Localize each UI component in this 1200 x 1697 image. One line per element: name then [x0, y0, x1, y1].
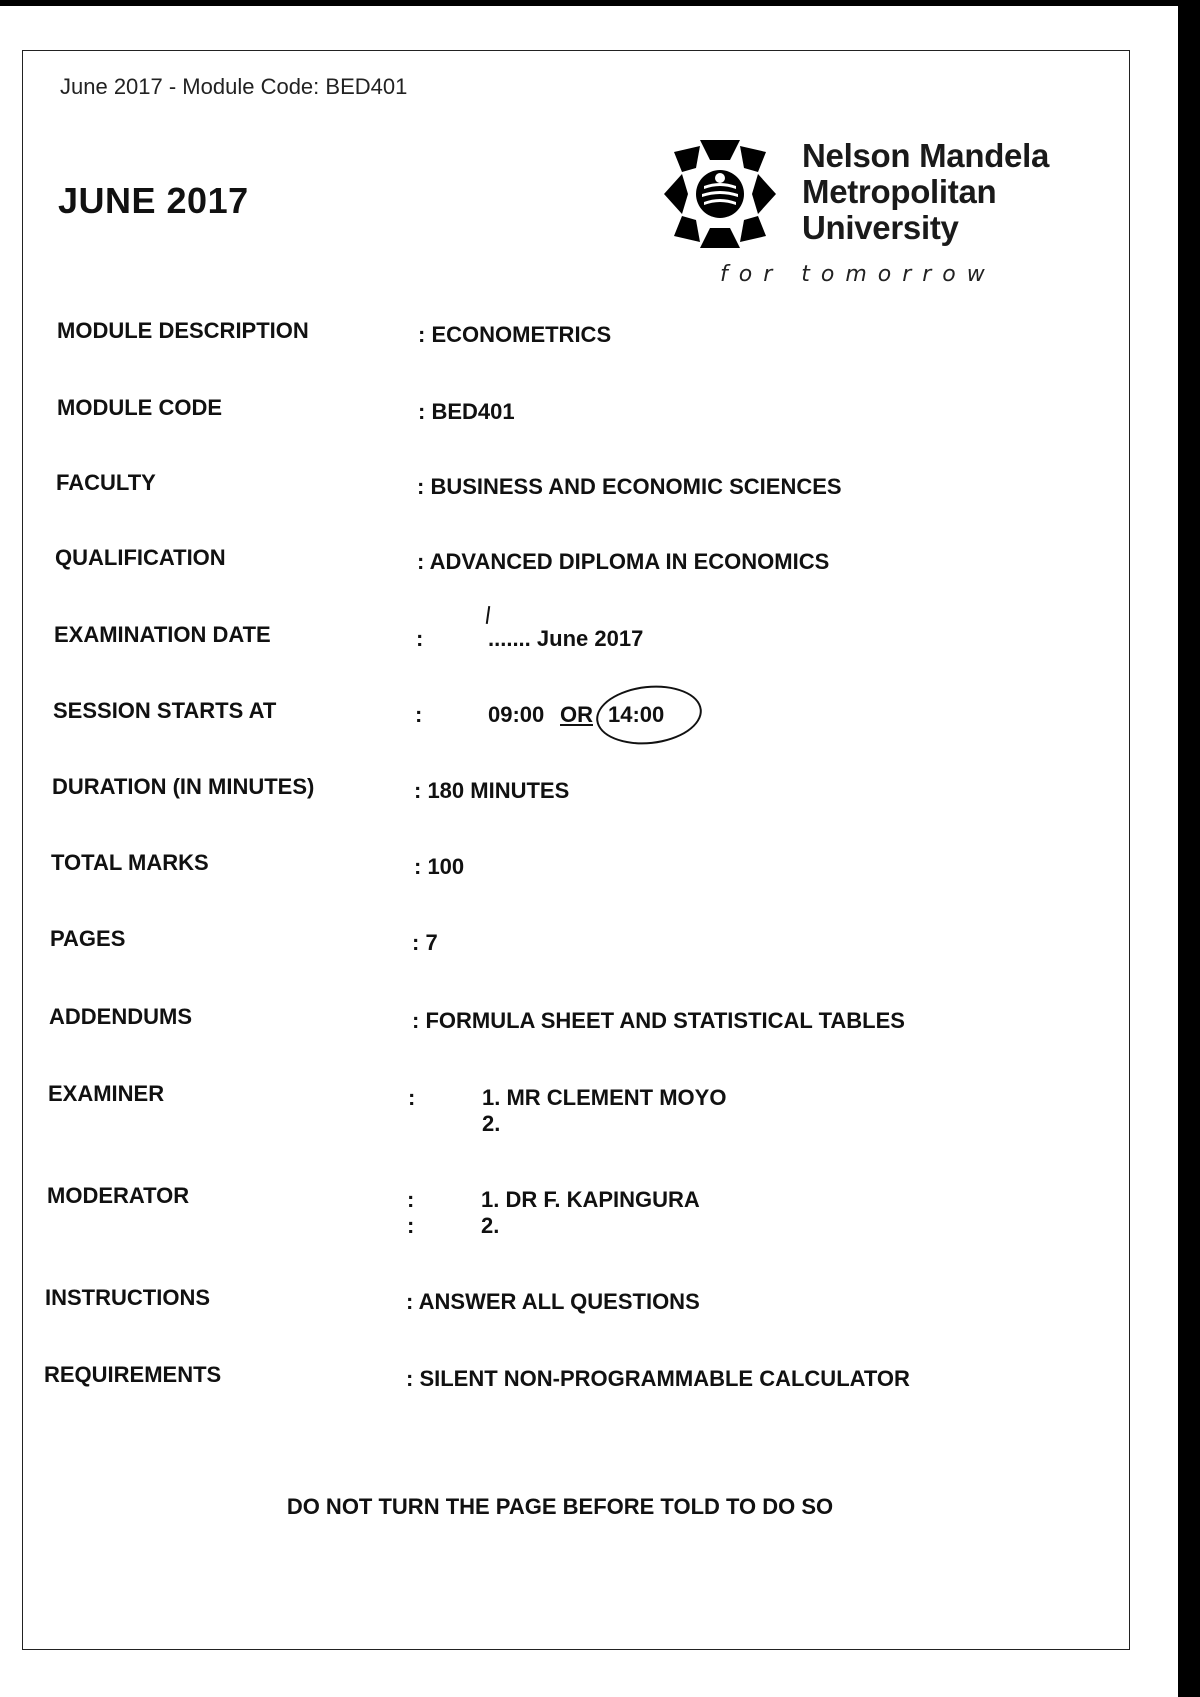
field-value: : 7 [412, 930, 438, 955]
field-label: QUALIFICATION [55, 545, 226, 570]
field-module-description [0, 318, 1178, 358]
session-or: OR [560, 702, 593, 727]
examiner-1: 1. MR CLEMENT MOYO [482, 1085, 727, 1110]
field-separator: : [415, 702, 423, 727]
exam-title: JUNE 2017 [58, 180, 249, 221]
field-examiner [0, 1081, 1178, 1136]
footer-warning: DO NOT TURN THE PAGE BEFORE TOLD TO DO SO [286, 1494, 834, 1519]
field-value: : ADVANCED DIPLOMA IN ECONOMICS [417, 549, 830, 574]
field-module-code [0, 395, 1178, 435]
field-examination-date [0, 622, 1178, 662]
field-label: SESSION STARTS AT [53, 698, 277, 723]
running-head: June 2017 - Module Code: BED401 [60, 74, 408, 99]
field-label: ADDENDUMS [49, 1004, 192, 1029]
field-value: : ANSWER ALL QUESTIONS [406, 1289, 700, 1314]
session-option-afternoon: 14:00 [608, 702, 665, 727]
field-label: DURATION (IN MINUTES) [52, 774, 315, 799]
field-label: INSTRUCTIONS [45, 1285, 210, 1310]
field-label: PAGES [50, 926, 126, 951]
scan-border-top [0, 0, 1200, 6]
session-option-morning: 09:00 [488, 702, 545, 727]
field-moderator [0, 1183, 1178, 1238]
field-session-starts [0, 698, 1178, 738]
university-name-line1: Nelson Mandela [802, 137, 1050, 174]
university-name-line2: Metropolitan [802, 173, 997, 210]
field-value: : 100 [414, 854, 465, 879]
field-duration [0, 774, 1178, 814]
field-requirements [0, 1362, 1178, 1402]
field-qualification [0, 545, 1178, 585]
field-label: MODERATOR [47, 1183, 190, 1208]
university-name [802, 138, 1049, 246]
field-separator: : [416, 626, 424, 651]
field-label: REQUIREMENTS [44, 1362, 222, 1387]
field-separator: : [407, 1187, 415, 1212]
field-total-marks [0, 850, 1178, 890]
field-value: : SILENT NON-PROGRAMMABLE CALCULATOR [406, 1366, 910, 1391]
moderator-2: 2. [481, 1213, 500, 1238]
field-pages [0, 926, 1178, 966]
field-value: ....... June 2017 [488, 626, 644, 651]
examiner-2: 2. [482, 1111, 501, 1136]
scan-border-right [1178, 0, 1200, 1697]
field-value: : BED401 [418, 399, 515, 424]
field-value: : BUSINESS AND ECONOMIC SCIENCES [417, 474, 842, 499]
field-label: MODULE CODE [57, 395, 222, 420]
field-label: FACULTY [56, 470, 156, 495]
university-tagline: for tomorrow [720, 262, 996, 287]
field-value: : 180 MINUTES [414, 778, 570, 803]
field-label: TOTAL MARKS [51, 850, 209, 875]
field-label: EXAMINER [48, 1081, 165, 1106]
field-instructions [0, 1285, 1178, 1325]
moderator-1: 1. DR F. KAPINGURA [481, 1187, 700, 1212]
field-separator: : [408, 1085, 416, 1110]
field-separator-2: : [407, 1213, 415, 1238]
field-label: MODULE DESCRIPTION [57, 318, 309, 343]
field-addendums [0, 1004, 1178, 1044]
field-value: : ECONOMETRICS [418, 322, 612, 347]
university-name-line3: University [802, 209, 959, 246]
field-label: EXAMINATION DATE [54, 622, 271, 647]
university-logo-icon [660, 134, 780, 254]
field-faculty [0, 470, 1178, 510]
field-value: : FORMULA SHEET AND STATISTICAL TABLES [412, 1008, 905, 1033]
